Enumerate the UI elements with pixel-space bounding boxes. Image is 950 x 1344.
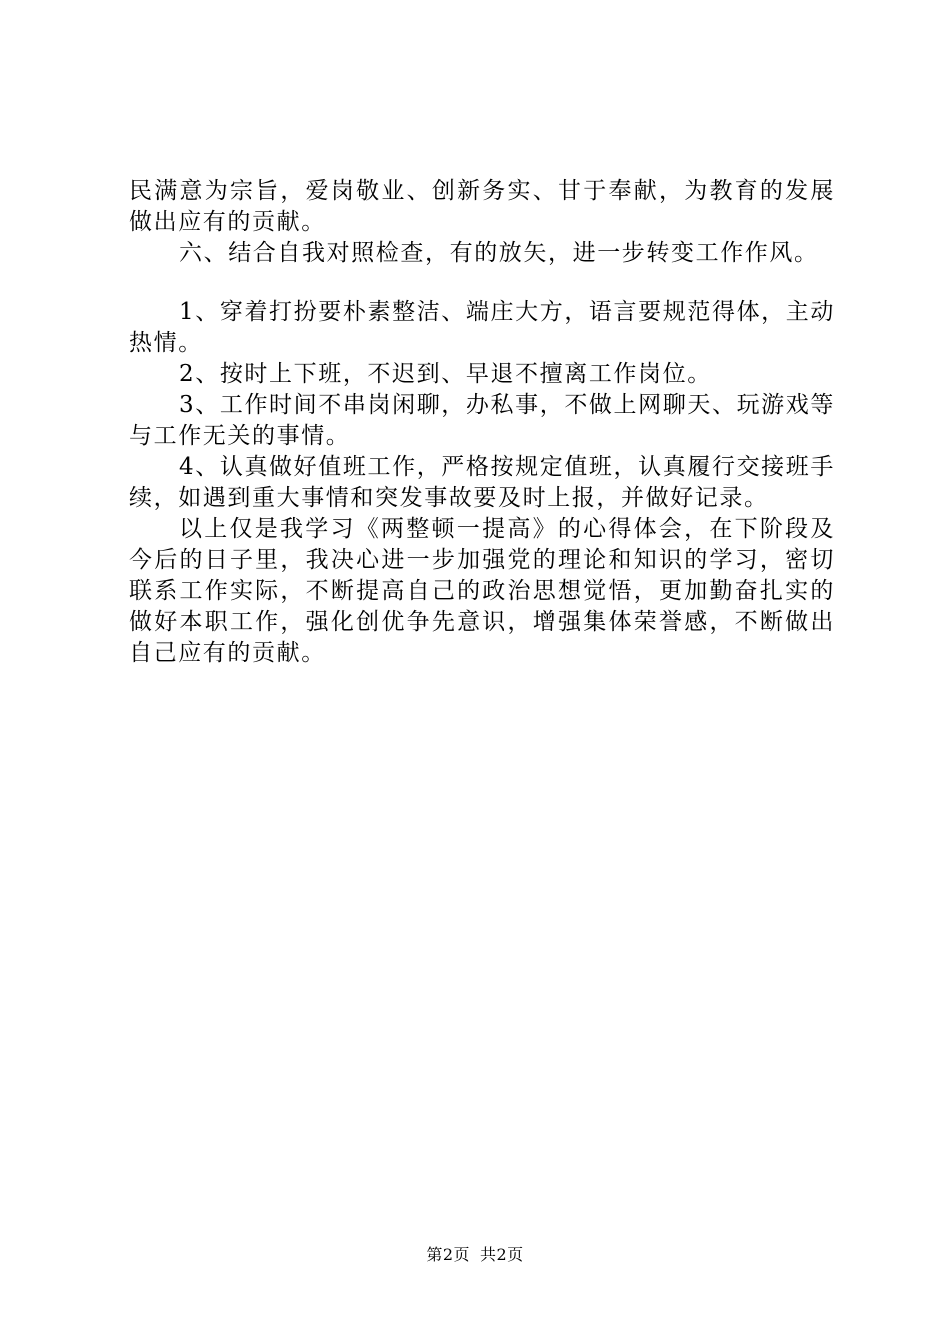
section-heading-six: 六、结合自我对照检查，有的放矢，进一步转变工作作风。: [179, 240, 819, 266]
page-total: 共2页: [480, 1245, 524, 1264]
paragraph-continuation: 民满意为宗旨，爱岗敬业、创新务实、甘于奉献，为教育的发展做出应有的贡献。: [129, 178, 835, 235]
closing-paragraph: 以上仅是我学习《两整顿一提高》的心得体会，在下阶段及今后的日子里，我决心进一步加强党的理论和知识的学习，密切联系工作实际，不断提高自己的政治思想觉悟，更加勤奋扎实的做好本职工作，强化创优争先意识，增强集体荣誉感，不断做出自己应有的贡献。: [129, 516, 835, 666]
page-number: 第2页: [426, 1245, 470, 1264]
list-item-1: 1、穿着打扮要朴素整洁、端庄大方，语言要规范得体，主动热情。: [129, 299, 835, 356]
list-item-4: 4、认真做好值班工作，严格按规定值班，认真履行交接班手续，如遇到重大事情和突发事故要及时上报，并做好记录。: [129, 454, 835, 511]
document-body: [129, 176, 835, 669]
page-footer: [0, 1244, 950, 1266]
list-item-2: 2、按时上下班，不迟到、早退不擅离工作岗位。: [179, 361, 712, 387]
list-item-3: 3、工作时间不串岗闲聊，办私事，不做上网聊天、玩游戏等与工作无关的事情。: [129, 392, 835, 449]
